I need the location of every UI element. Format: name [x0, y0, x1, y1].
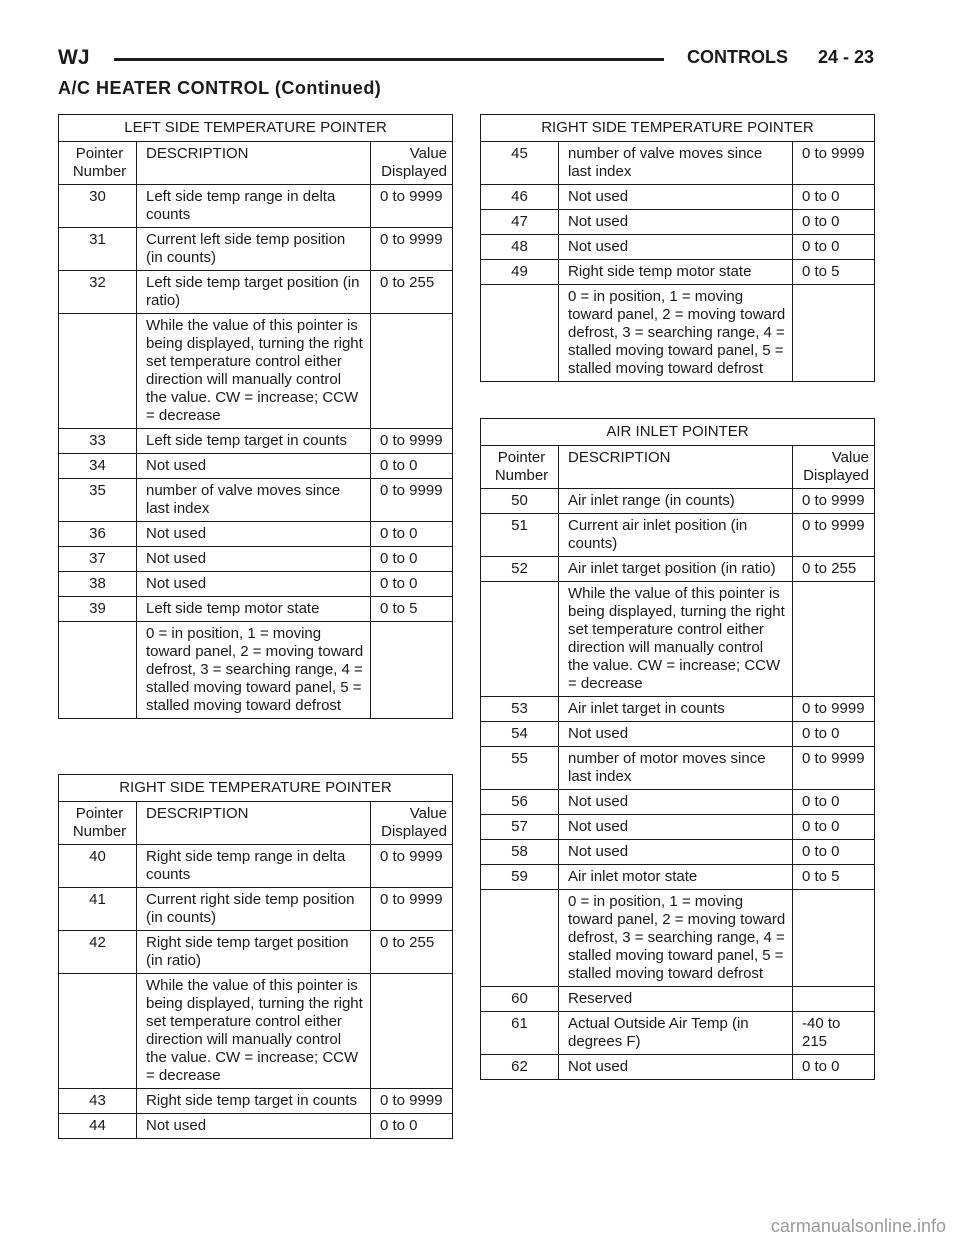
value-displayed: 0 to 0	[371, 572, 453, 597]
table-title: LEFT SIDE TEMPERATURE POINTER	[59, 115, 453, 142]
pointer-description: Not used	[559, 235, 793, 260]
pointer-description: Actual Outside Air Temp (in degrees F)	[559, 1012, 793, 1055]
table-title: RIGHT SIDE TEMPERATURE POINTER	[59, 775, 453, 802]
pointer-number: 39	[59, 597, 137, 622]
table-row	[481, 1012, 875, 1055]
value-displayed: 0 to 0	[793, 815, 875, 840]
table-row	[481, 865, 875, 890]
pointer-description: Right side temp motor state	[559, 260, 793, 285]
table-row	[59, 1089, 453, 1114]
pointer-description: Right side temp target position (in ratio)	[137, 931, 371, 974]
pointer-description: 0 = in position, 1 = moving toward panel, 2 = moving toward defrost, 3 = searching range, 4 = stalled moving toward panel, 5 = stalled moving toward defrost	[559, 890, 793, 987]
pointer-description: Right side temp range in delta counts	[137, 845, 371, 888]
table-title: AIR INLET POINTER	[481, 419, 875, 446]
air-inlet-pointer-table	[480, 418, 875, 1080]
table-row	[481, 260, 875, 285]
table-row	[59, 931, 453, 974]
value-displayed: 0 to 9999	[371, 429, 453, 454]
table-row	[481, 582, 875, 697]
table-title-row	[59, 775, 453, 802]
column-header-description: DESCRIPTION	[137, 802, 371, 845]
value-displayed: 0 to 9999	[371, 1089, 453, 1114]
pointer-number: 60	[481, 987, 559, 1012]
pointer-description: number of motor moves since last index	[559, 747, 793, 790]
pointer-number: 52	[481, 557, 559, 582]
value-displayed: 0 to 0	[793, 840, 875, 865]
pointer-description: Not used	[559, 840, 793, 865]
pointer-description: Not used	[559, 210, 793, 235]
table-row	[59, 185, 453, 228]
value-displayed: 0 to 0	[793, 790, 875, 815]
value-displayed: 0 to 255	[371, 271, 453, 314]
pointer-number: 44	[59, 1114, 137, 1139]
page-number: 24 - 23	[817, 47, 874, 67]
left-side-temperature-pointer-table	[58, 114, 453, 719]
table-title-row	[481, 115, 875, 142]
table-row	[59, 1114, 453, 1139]
section-title: CONTROLS	[687, 47, 788, 67]
value-displayed: 0 to 9999	[371, 888, 453, 931]
value-displayed: 0 to 255	[793, 557, 875, 582]
table-row	[481, 285, 875, 382]
table-row	[481, 557, 875, 582]
column-header-description: DESCRIPTION	[137, 142, 371, 185]
column-header-pointer-number: Pointer Number	[481, 446, 559, 489]
pointer-number: 57	[481, 815, 559, 840]
table-row	[481, 185, 875, 210]
header-rule	[114, 58, 664, 61]
value-displayed: 0 to 9999	[793, 514, 875, 557]
value-displayed: 0 to 0	[371, 547, 453, 572]
pointer-description: Current left side temp position (in counts)	[137, 228, 371, 271]
pointer-description: Not used	[137, 1114, 371, 1139]
table-row	[481, 489, 875, 514]
value-displayed: 0 to 9999	[371, 185, 453, 228]
value-displayed: 0 to 5	[793, 260, 875, 285]
table-row	[59, 622, 453, 719]
pointer-description: While the value of this pointer is being displayed, turning the right set temperature control either direction will manually control the value. CW = increase; CCW = decrease	[137, 314, 371, 429]
pointer-number: 33	[59, 429, 137, 454]
table-row	[59, 522, 453, 547]
pointer-description: Air inlet target in counts	[559, 697, 793, 722]
pointer-number: 54	[481, 722, 559, 747]
value-displayed: 0 to 0	[793, 722, 875, 747]
table-row	[59, 228, 453, 271]
pointer-description: Left side temp motor state	[137, 597, 371, 622]
table-row	[481, 210, 875, 235]
pointer-number: 34	[59, 454, 137, 479]
value-displayed: 0 to 0	[793, 235, 875, 260]
value-displayed: 0 to 9999	[793, 697, 875, 722]
pointer-description: Current right side temp position (in counts)	[137, 888, 371, 931]
column-header-value-displayed: Value Displayed	[793, 446, 875, 489]
pointer-number: 50	[481, 489, 559, 514]
value-displayed: -40 to 215	[793, 1012, 875, 1055]
table-row	[481, 235, 875, 260]
value-displayed: 0 to 0	[793, 1055, 875, 1080]
column-header-pointer-number: Pointer Number	[59, 802, 137, 845]
pointer-number: 32	[59, 271, 137, 314]
pointer-number: 61	[481, 1012, 559, 1055]
pointer-number: 58	[481, 840, 559, 865]
pointer-number: 51	[481, 514, 559, 557]
pointer-description: 0 = in position, 1 = moving toward panel, 2 = moving toward defrost, 3 = searching range, 4 = stalled moving toward panel, 5 = stalled moving toward defrost	[137, 622, 371, 719]
pointer-description: Current air inlet position (in counts)	[559, 514, 793, 557]
pointer-description: Left side temp target in counts	[137, 429, 371, 454]
value-displayed: 0 to 9999	[793, 142, 875, 185]
table-row	[481, 514, 875, 557]
value-displayed: 0 to 0	[793, 185, 875, 210]
pointer-number	[481, 890, 559, 987]
pointer-number: 43	[59, 1089, 137, 1114]
table-row	[481, 697, 875, 722]
pointer-number: 59	[481, 865, 559, 890]
table-row	[59, 547, 453, 572]
column-header-value-displayed: Value Displayed	[371, 142, 453, 185]
table-row	[59, 454, 453, 479]
table-row	[481, 790, 875, 815]
pointer-description: While the value of this pointer is being displayed, turning the right set temperature control either direction will manually control the value. CW = increase; CCW = decrease	[559, 582, 793, 697]
pointer-description: Air inlet motor state	[559, 865, 793, 890]
pointer-number: 31	[59, 228, 137, 271]
pointer-description: Not used	[559, 790, 793, 815]
pointer-number: 38	[59, 572, 137, 597]
table-row	[59, 429, 453, 454]
table-row	[481, 987, 875, 1012]
table-row	[59, 845, 453, 888]
pointer-number: 40	[59, 845, 137, 888]
column-header-pointer-number: Pointer Number	[59, 142, 137, 185]
column-header-row	[59, 802, 453, 845]
column-header-row	[59, 142, 453, 185]
pointer-description: Left side temp target position (in ratio)	[137, 271, 371, 314]
column-header-value-displayed: Value Displayed	[371, 802, 453, 845]
value-displayed	[793, 285, 875, 382]
pointer-number	[481, 582, 559, 697]
pointer-number: 47	[481, 210, 559, 235]
pointer-description: Not used	[559, 722, 793, 747]
value-displayed	[793, 987, 875, 1012]
continued-title: A/C HEATER CONTROL (Continued)	[58, 78, 382, 98]
pointer-number: 62	[481, 1055, 559, 1080]
pointer-description: Not used	[559, 815, 793, 840]
pointer-number	[59, 314, 137, 429]
pointer-description: While the value of this pointer is being displayed, turning the right set temperature control either direction will manually control the value. CW = increase; CCW = decrease	[137, 974, 371, 1089]
pointer-description: Left side temp range in delta counts	[137, 185, 371, 228]
pointer-number: 56	[481, 790, 559, 815]
pointer-number: 48	[481, 235, 559, 260]
value-displayed: 0 to 9999	[371, 479, 453, 522]
pointer-description: Not used	[137, 454, 371, 479]
value-displayed	[371, 314, 453, 429]
value-displayed: 0 to 5	[371, 597, 453, 622]
value-displayed: 0 to 0	[371, 454, 453, 479]
value-displayed: 0 to 9999	[793, 489, 875, 514]
watermark: carmanualsonline.info	[770, 1216, 946, 1236]
value-displayed: 0 to 255	[371, 931, 453, 974]
pointer-number: 36	[59, 522, 137, 547]
value-displayed: 0 to 0	[793, 210, 875, 235]
value-displayed	[371, 974, 453, 1089]
table-row	[59, 479, 453, 522]
pointer-number: 42	[59, 931, 137, 974]
table-row	[481, 722, 875, 747]
pointer-number: 49	[481, 260, 559, 285]
table-title: RIGHT SIDE TEMPERATURE POINTER	[481, 115, 875, 142]
value-displayed: 0 to 9999	[793, 747, 875, 790]
table-row	[59, 597, 453, 622]
pointer-description: Air inlet target position (in ratio)	[559, 557, 793, 582]
pointer-description: Right side temp target in counts	[137, 1089, 371, 1114]
table-row	[59, 572, 453, 597]
value-displayed	[371, 622, 453, 719]
model-code: WJ	[58, 46, 90, 69]
value-displayed	[793, 582, 875, 697]
table-row	[59, 314, 453, 429]
pointer-number: 55	[481, 747, 559, 790]
column-header-row	[481, 446, 875, 489]
table-row	[481, 142, 875, 185]
table-row	[481, 890, 875, 987]
table-row	[59, 974, 453, 1089]
right-side-temperature-pointer-table	[58, 774, 453, 1139]
pointer-number: 41	[59, 888, 137, 931]
pointer-description: Not used	[559, 1055, 793, 1080]
value-displayed: 0 to 0	[371, 1114, 453, 1139]
table-row	[481, 1055, 875, 1080]
value-displayed	[793, 890, 875, 987]
pointer-number: 35	[59, 479, 137, 522]
right-side-temperature-pointer-continued-table	[480, 114, 875, 382]
pointer-description: Not used	[137, 547, 371, 572]
pointer-number	[59, 622, 137, 719]
column-header-description: DESCRIPTION	[559, 446, 793, 489]
pointer-description: Not used	[137, 522, 371, 547]
table-title-row	[481, 419, 875, 446]
pointer-number: 53	[481, 697, 559, 722]
table-row	[481, 815, 875, 840]
page-header	[58, 44, 874, 78]
pointer-description: Not used	[137, 572, 371, 597]
value-displayed: 0 to 9999	[371, 845, 453, 888]
pointer-description: 0 = in position, 1 = moving toward panel, 2 = moving toward defrost, 3 = searching range, 4 = stalled moving toward panel, 5 = stalled moving toward defrost	[559, 285, 793, 382]
table-row	[481, 747, 875, 790]
value-displayed: 0 to 9999	[371, 228, 453, 271]
pointer-number: 30	[59, 185, 137, 228]
pointer-number: 37	[59, 547, 137, 572]
pointer-description: number of valve moves since last index	[137, 479, 371, 522]
table-row	[59, 271, 453, 314]
pointer-number: 46	[481, 185, 559, 210]
value-displayed: 0 to 0	[371, 522, 453, 547]
pointer-description: Not used	[559, 185, 793, 210]
table-row	[481, 840, 875, 865]
table-title-row	[59, 115, 453, 142]
pointer-number	[59, 974, 137, 1089]
table-row	[59, 888, 453, 931]
pointer-description: Air inlet range (in counts)	[559, 489, 793, 514]
pointer-description: Reserved	[559, 987, 793, 1012]
value-displayed: 0 to 5	[793, 865, 875, 890]
pointer-number	[481, 285, 559, 382]
pointer-description: number of valve moves since last index	[559, 142, 793, 185]
pointer-number: 45	[481, 142, 559, 185]
